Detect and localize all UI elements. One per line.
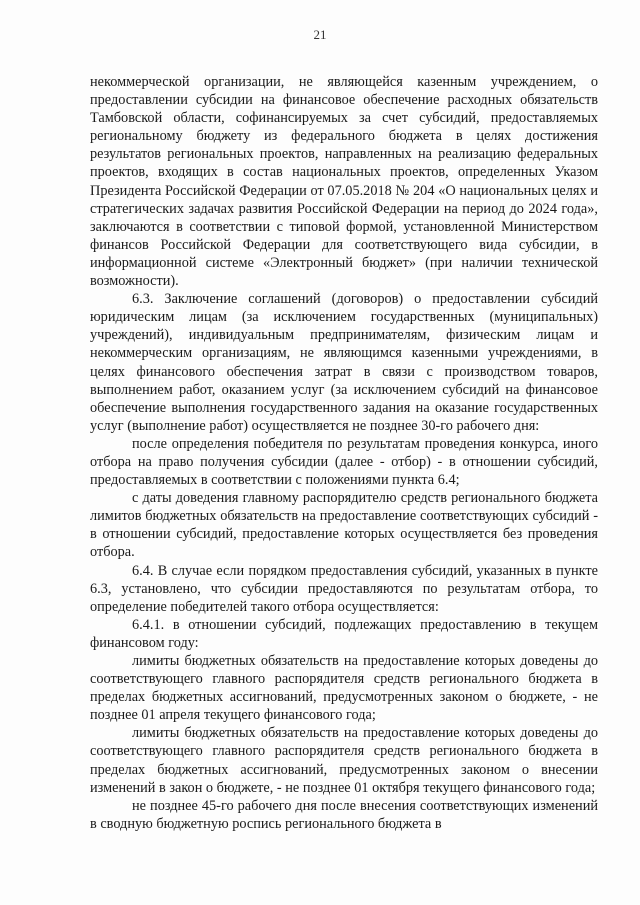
paragraph-6-3: 6.3. Заключение соглашений (договоров) о предоставлении субсидий юридическим лицам (за исключением государственных (муниципальных) учреждений), индивидуальным предпринимателям, физическим лицам и некоммерческим организациям, не являющимся казенными учреждениями, в целях финансового обеспечения затрат в связи с производством товаров, выполнением работ, оказанием услуг (за исключением субсидий на финансовое обеспечение выполнения государственного задания на оказание государственных услуг (выполнение работ) осуществляется не позднее 30-го рабочего дня: bbox=[90, 291, 598, 434]
paragraph-from-date: с даты доведения главному распорядителю средств регионального бюджета лимитов бюджетных обязательств на предоставление соответствующих субсидий - в отношении субсидий, предоставление которых осуществляется без проведения отбора. bbox=[90, 490, 598, 561]
paragraph-after-winner: после определения победителя по результатам проведения конкурса, иного отбора на право получения субсидии (далее - отбор) - в отношении субсидий, предоставляемых в соответствии с положениями пункта 6.4; bbox=[90, 435, 598, 489]
paragraph-45th-day: не позднее 45-го рабочего дня после внесения соответствующих изменений в сводную бюджетную роспись регионального бюджета в bbox=[90, 797, 598, 832]
paragraph-6-4: 6.4. В случае если порядком предоставления субсидий, указанных в пункте 6.3, установлено, что субсидии предоставляются по результатам отбора, то определение победителей такого отбора осуществляется: bbox=[90, 562, 598, 615]
document-body bbox=[90, 73, 598, 833]
page-number: 21 bbox=[313, 27, 327, 42]
paragraph-6-4-1: 6.4.1. в отношении субсидий, подлежащих предоставлению в текущем финансовом году: bbox=[90, 616, 598, 651]
paragraph-limits-april: лимиты бюджетных обязательств на предоставление которых доведены до соответствующего главного распорядителя средств регионального бюджета в пределах бюджетных ассигнований, предусмотренных законом о бюджете, - не позднее 01 апреля текущего финансового года; bbox=[90, 653, 598, 724]
paragraph-limits-october: лимиты бюджетных обязательств на предоставление которых доведены до соответствующего главного распорядителя средств регионального бюджета в пределах бюджетных ассигнований, предусмотренных законом о внесении изменений в закон о бюджете, - не позднее 01 октября текущего финансового года; bbox=[90, 725, 598, 796]
paragraph-continuation: некоммерческой организации, не являющейся казенным учреждением, о предоставлении субсидии на финансовое обеспечение расходных обязательств Тамбовской области, софинансируемых за счет субсидий, предоставляемых региональному бюджету из федерального бюджета в целях достижения результатов региональных проектов, направленных на реализацию федеральных проектов, входящих в состав национальных проектов, определенных Указом Президента Российской Федерации от 07.05.2018 № 204 «О национальных целях и стратегических задачах развития Российской Федерации на период до 2024 года», заключаются в соответствии с типовой формой, установленной Министерством финансов Российской Федерации для соответствующего вида субсидии, в информационной системе «Электронный бюджет» (при наличии технической возможности). bbox=[90, 74, 598, 290]
